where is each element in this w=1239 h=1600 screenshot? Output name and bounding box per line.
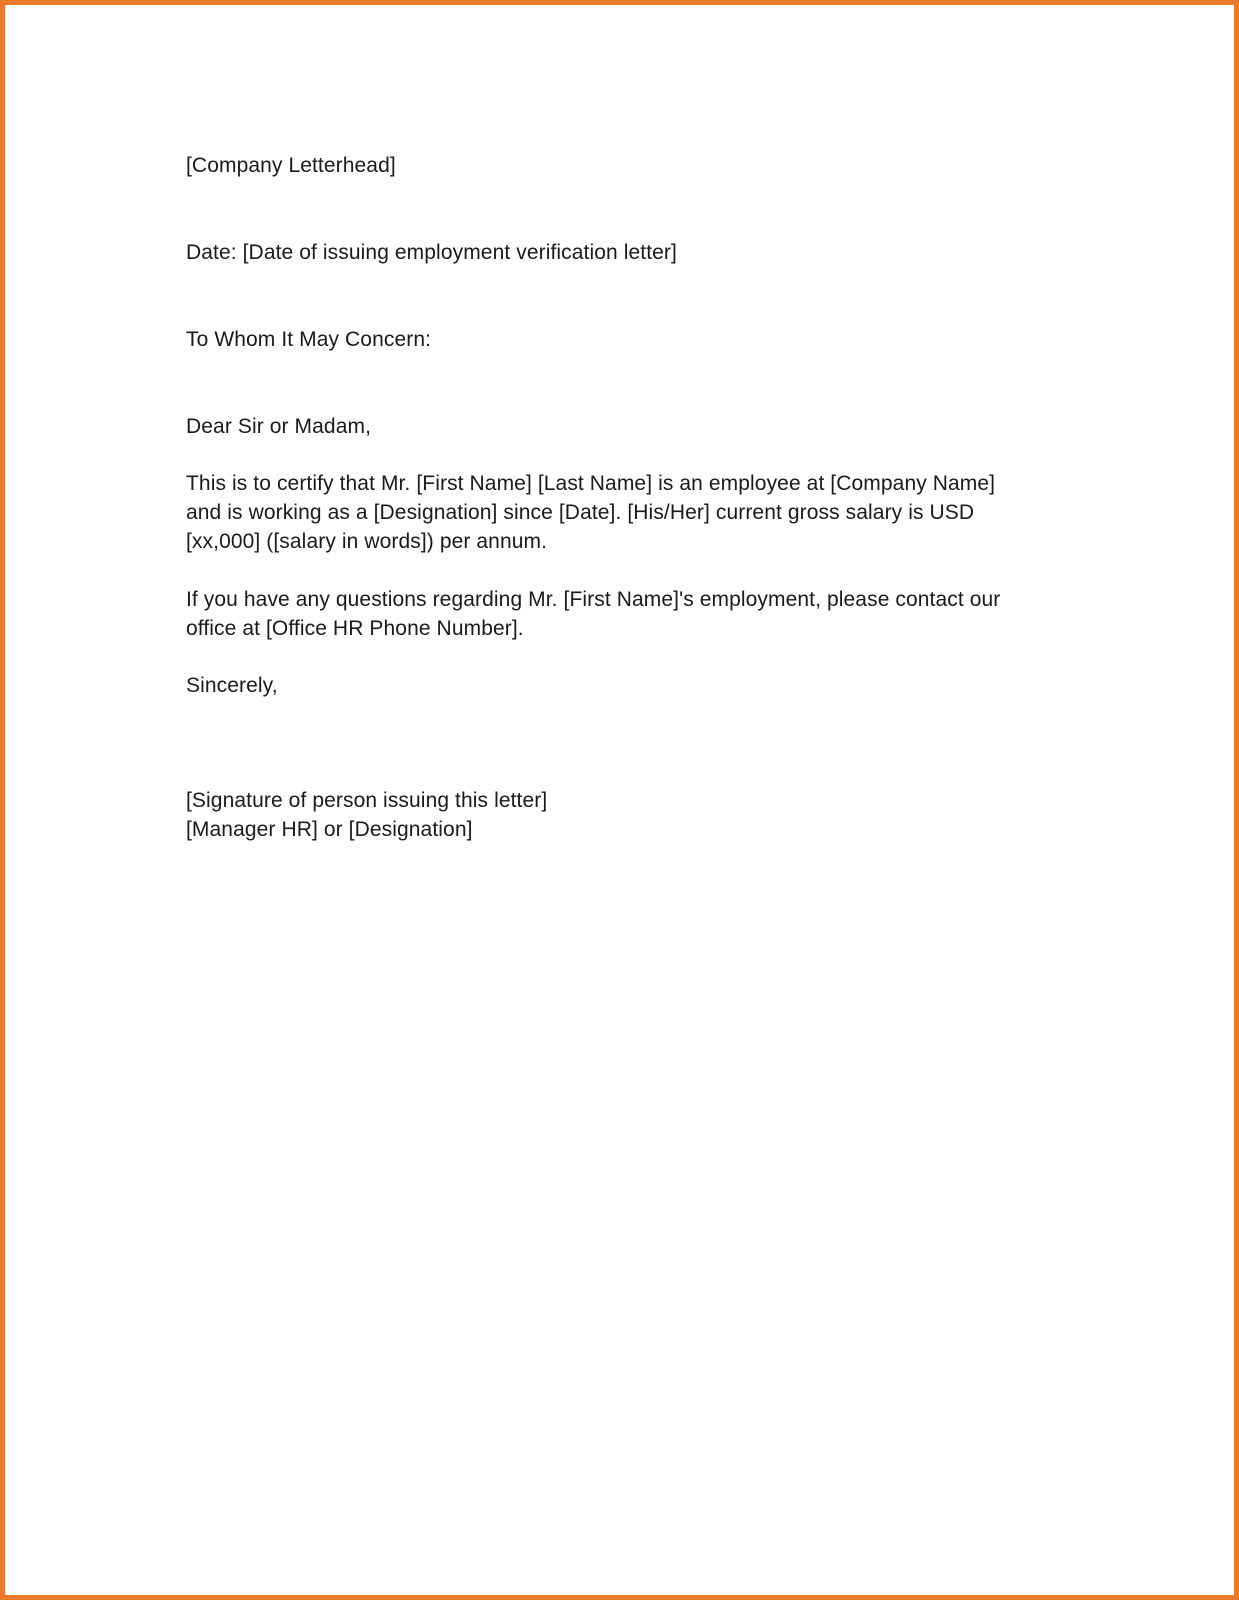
paragraph-line: office at [Office HR Phone Number]. [186,617,524,640]
company-letterhead: [Company Letterhead] [186,154,396,177]
paragraph-line: If you have any questions regarding Mr. [First Name]'s employment, please contact our [186,588,1001,611]
contact-paragraph [186,585,1046,643]
signer-title: [Manager HR] or [Designation] [186,818,473,841]
paragraph-line: and is working as a [Designation] since [Date]. [His/Her] current gross salary is USD [186,501,975,524]
date-line: Date: [Date of issuing employment verification letter] [186,241,677,264]
signature-placeholder: [Signature of person issuing this letter] [186,789,548,812]
paragraph-line: This is to certify that Mr. [First Name] [Last Name] is an employee at [Company Name] [186,472,996,495]
salutation: Dear Sir or Madam, [186,415,372,438]
paragraph-line: [xx,000] ([salary in words]) per annum. [186,530,548,553]
certification-paragraph [186,469,1046,556]
closing: Sincerely, [186,674,278,697]
recipient-line: To Whom It May Concern: [186,328,432,351]
